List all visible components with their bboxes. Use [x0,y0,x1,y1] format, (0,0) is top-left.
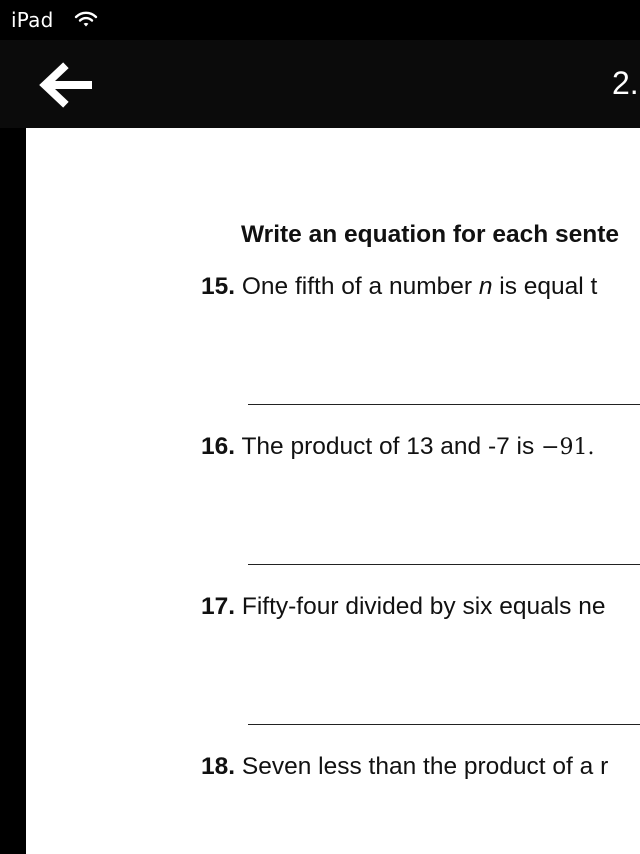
problem-answer-value: −91. [541,435,595,460]
answer-line [248,404,640,405]
nav-bar [0,40,640,128]
problem-text: Fifty-four divided by six equals ne [241,593,606,620]
problem-text: Seven less than the product of a r [241,753,609,780]
status-bar [0,0,640,40]
document-edge [0,128,26,854]
problem-18 [201,753,608,781]
problem-text: One fifth of a number [241,273,479,300]
problem-17 [201,593,605,621]
problem-variable: n [478,273,493,300]
problem-number: 16. [201,433,236,460]
problem-text: The product of 13 and -7 is [241,433,542,460]
back-arrow-icon [36,60,94,110]
answer-line [248,724,640,725]
document-page[interactable] [26,128,640,854]
answer-line [248,564,640,565]
problem-number: 18. [201,753,236,780]
wifi-icon [74,10,98,28]
problem-number: 17. [201,593,236,620]
nav-title: 2. [612,65,639,101]
problem-number: 15. [201,273,236,300]
device-name: iPad [11,8,54,32]
instructions-heading: Write an equation for each sente [241,221,620,248]
back-button[interactable] [36,60,94,110]
problem-16 [201,433,594,461]
problem-text: is equal t [492,273,598,300]
problem-15 [201,273,597,301]
